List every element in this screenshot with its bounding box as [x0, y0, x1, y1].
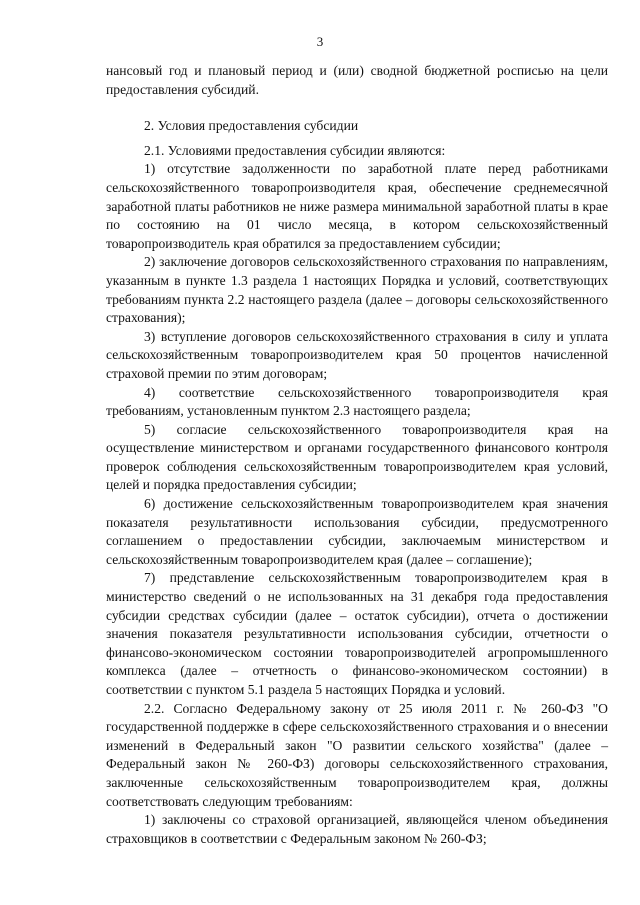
paragraph-continuation: нансовый год и плановый период и (или) сводной бюджетной росписью на цели предоставления субсидий. — [106, 63, 608, 97]
list-item-4: 4) соответствие сельскохозяйственного товаропроизводителя края требованиям, установленным пунктом 2.3 настоящего раздела; — [106, 384, 608, 419]
list-item-1: 1) отсутствие задолженности по заработной плате перед работниками сельскохозяйственного товаропроизводителя края, обеспечение среднемесячной заработной платы работников не ниже размера минимальной заработной платы в крае по состоянию на 01 число месяца, в котором сельскохозяйственный товаропроизводитель края обратился за предоставлением субсидии; — [106, 161, 608, 251]
list-item-2: 2) заключение договоров сельскохозяйственного страхования по направлениям, указанным в пункте 1.3 раздела 1 настоящих Порядка и условий, соответствующих требованиям пункта 2.2 настоящего раздела (далее – договоры сельскохозяйственного страхования); — [106, 254, 608, 326]
document-body — [106, 62, 608, 848]
list-item-5: 5) согласие сельскохозяйственного товаропроизводителя края на осуществление министерством и органами государственного финансового контроля проверок соблюдения сельскохозяйственным товаропроизводителем края условий, целей и порядка предоставления субсидии; — [106, 421, 608, 493]
section-heading: 2. Условия предоставления субсидии — [144, 118, 359, 134]
page-number: 3 — [316, 34, 324, 49]
paragraph-2-2: 2.2. Согласно Федеральному закону от 25 июля 2011 г. № 260-ФЗ "О государственной поддержке в сфере сельскохозяйственного страхования и о внесении изменений в Федеральный закон "О развитии сельского хозяйства" (далее – Федеральный закон № 260-ФЗ) договоры сельскохозяйственного страхования, заключенные сельскохозяйственным товаропроизводителем края, должны соответствовать следующим требованиям: — [106, 700, 608, 809]
list-item-7: 7) представление сельскохозяйственным товаропроизводителем края в министерство сведений о не использованных на 31 декабря года предоставления субсидии средствах субсидии (далее – остаток субсидии), отчета о достижении значения показателя результативности использования субсидии, отчетности о финансово-экономическом состоянии товаропроизводителей агропромышленного комплекса (далее – отчетность о финансово-экономическом состоянии) в соответствии с пунктом 5.1 раздела 5 настоящих Порядка и условий. — [106, 570, 608, 697]
list-item-3: 3) вступление договоров сельскохозяйственного страхования в силу и уплата сельскохозяйственным товаропроизводителем края 50 процентов начисленной страховой премии по этим договорам; — [106, 328, 608, 381]
list-item-6: 6) достижение сельскохозяйственным товаропроизводителем края значения показателя результативности использования субсидии, предусмотренного соглашением о предоставлении субсидии, заключаемым министерством и сельскохозяйственным товаропроизводителем края (далее – соглашение); — [106, 496, 608, 567]
requirement-item-1: 1) заключены со страховой организацией, являющейся членом объединения страховщиков в соответствии с Федеральным законом № 260-ФЗ; — [106, 812, 608, 846]
paragraph-2-1: 2.1. Условиями предоставления субсидии являются: — [144, 142, 446, 158]
